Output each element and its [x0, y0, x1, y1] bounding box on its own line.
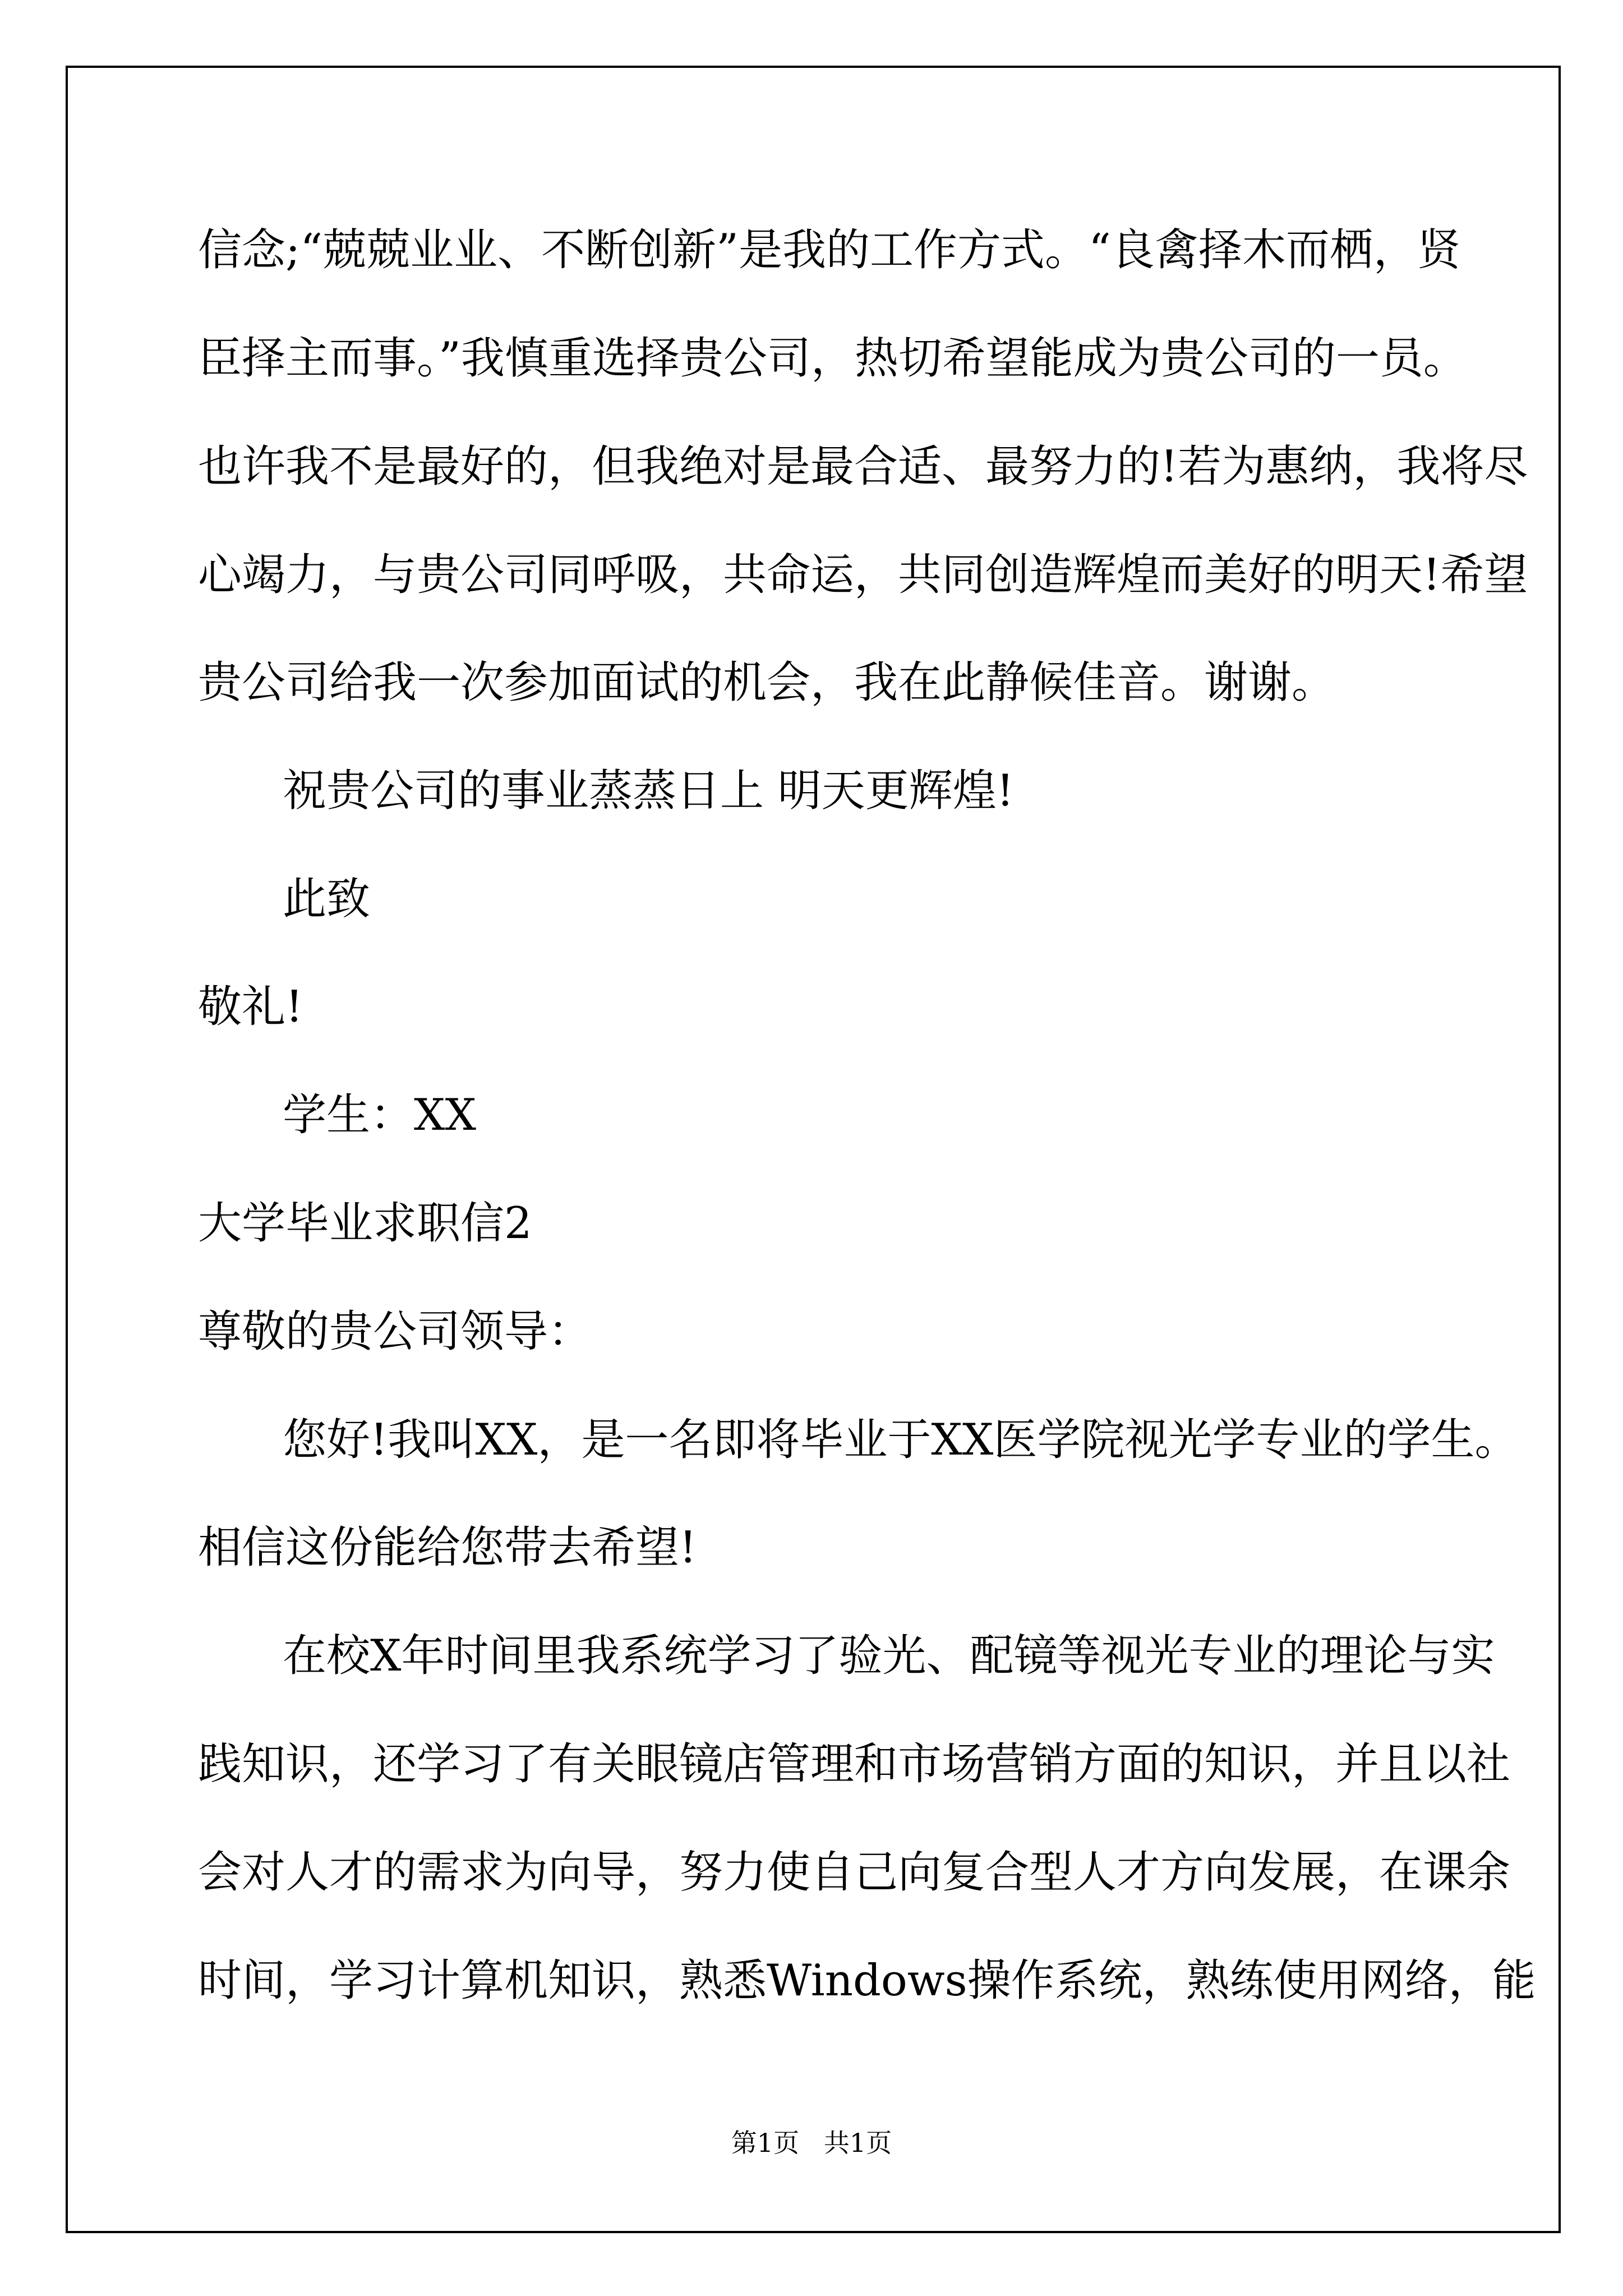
text-line: 尊敬的贵公司领导： — [198, 1306, 592, 1357]
page-number-footer: 第1页 共1页 — [731, 2128, 892, 2158]
text-line: 在校X年时间里我系统学习了验光、配镜等视光专业的理论与实 — [283, 1631, 1495, 1681]
text-line: 相信这份能给您带去希望! — [198, 1522, 697, 1573]
text-line: 会对人才的需求为向导，努力使自己向复合型人才方向发展，在课余 — [198, 1847, 1511, 1898]
text-line: 时间，学习计算机知识，熟悉Windows操作系统，熟练使用网络，能 — [198, 1955, 1536, 2006]
text-line: 敬礼! — [198, 982, 303, 1032]
text-line: 学生：XX — [283, 1090, 477, 1140]
text-line: 践知识，还学习了有关眼镜店管理和市场营销方面的知识，并且以社 — [198, 1739, 1511, 1789]
text-line: 贵公司给我一次参加面试的机会，我在此静候佳音。谢谢。 — [198, 657, 1336, 708]
text-line: 此致 — [283, 874, 371, 924]
text-line: 也许我不是最好的，但我绝对是最合适、最努力的!若为惠纳，我将尽 — [198, 441, 1528, 492]
text-line: 臣择主而事。”我慎重选择贵公司，热切希望能成为贵公司的一员。 — [198, 333, 1467, 384]
page-border — [66, 66, 1561, 2233]
text-line: 心竭力，与贵公司同呼吸，共命运，共同创造辉煌而美好的明天!希望 — [198, 550, 1528, 600]
section-title: 大学毕业求职信2 — [198, 1198, 532, 1249]
text-line: 您好!我叫XX，是一名即将毕业于XX医学院视光学专业的学生。 — [283, 1415, 1519, 1465]
text-line: 信念;“兢兢业业、不断创新”是我的工作方式。“良禽择木而栖，贤 — [198, 225, 1461, 275]
text-line: 祝贵公司的事业蒸蒸日上 明天更辉煌! — [283, 766, 1015, 816]
